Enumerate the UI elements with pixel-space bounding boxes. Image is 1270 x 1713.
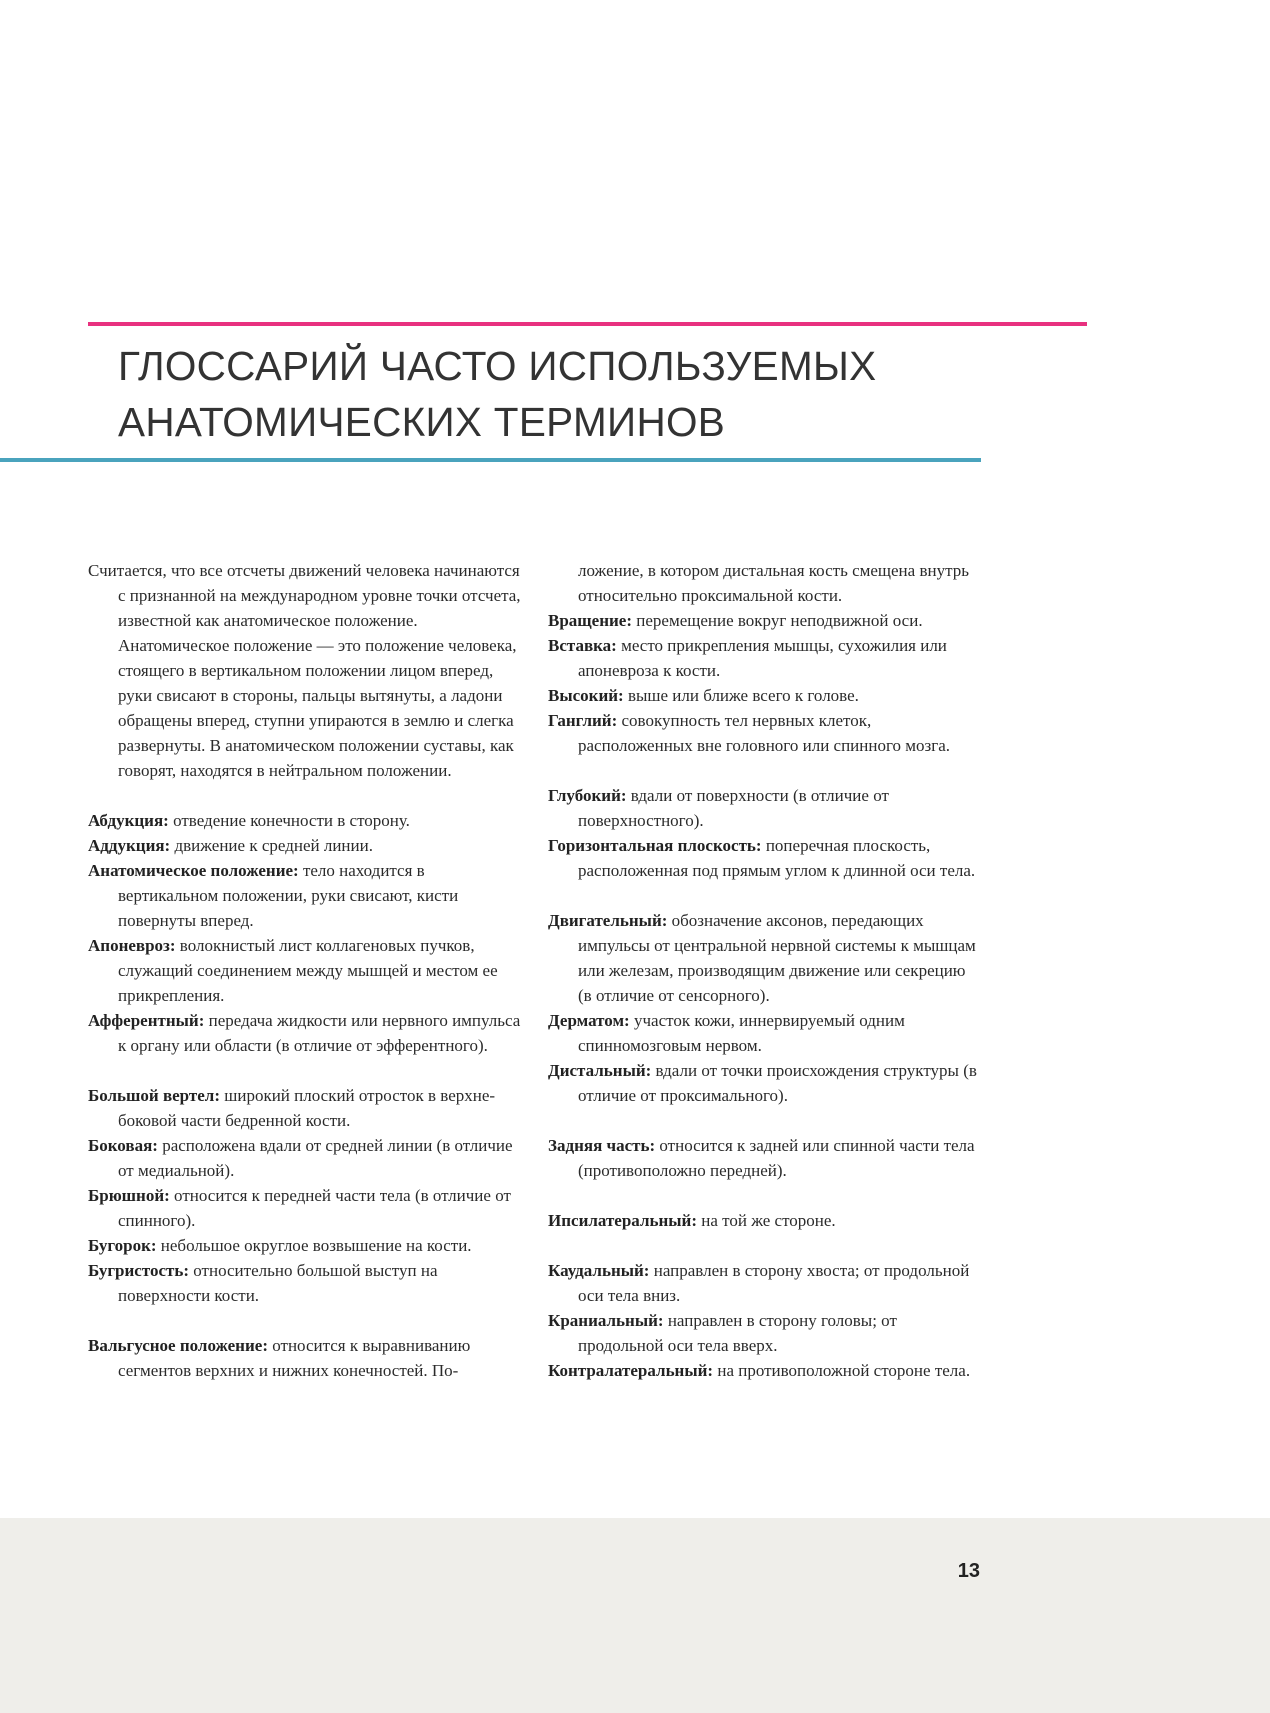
glossary-definition: на противоположной стороне тела. (717, 1361, 971, 1380)
glossary-term: Бугристость: (88, 1261, 190, 1280)
glossary-group (548, 1133, 981, 1183)
glossary-term: Двигательный: (548, 911, 668, 930)
glossary-definition: относится к задней или спинной части тела (противоположно передней). (578, 1136, 975, 1180)
glossary-definition: расположена вдали от средней линии (в отличие от медиальной). (118, 1136, 513, 1180)
glossary-definition: отведение конечности в сторону. (173, 811, 410, 830)
glossary-term: Задняя часть: (548, 1136, 656, 1155)
glossary-term: Анатомическое положение: (88, 861, 299, 880)
glossary-definition: место прикрепления мышцы, сухожилия или апоневроза к кости. (578, 636, 947, 680)
glossary-term: Бугорок: (88, 1236, 157, 1255)
glossary-definition: перемещение вокруг неподвижной оси. (636, 611, 923, 630)
glossary-entry (548, 833, 981, 883)
glossary-group (548, 908, 981, 1108)
glossary-definition: передача жидкости или нервного импульса к органу или области (в отличие от эфферентного). (118, 1011, 521, 1055)
glossary-definition: относится к передней части тела (в отличие от спинного). (118, 1186, 511, 1230)
glossary-definition: вдали от поверхности (в отличие от поверхностного). (578, 786, 889, 830)
title-top-rule (88, 322, 1087, 326)
right-column (548, 558, 981, 1383)
glossary-entry (548, 908, 981, 1008)
glossary-entry (548, 708, 981, 758)
glossary-entry (88, 858, 521, 933)
glossary-definition: совокупность тел нервных клеток, расположенных вне головного или спинного мозга. (578, 711, 951, 755)
glossary-term: Афферентный: (88, 1011, 205, 1030)
glossary-entry (88, 933, 521, 1008)
glossary-group (548, 1208, 981, 1233)
glossary-term: Глубокий: (548, 786, 627, 805)
glossary-term: Дерматом: (548, 1011, 630, 1030)
intro-paragraph: Считается, что все отсчеты движений человека начинаются с признанной на международном уровне точки отсчета, известной как анатомическое положение. Анатомическое положение — это положение человека, стоящего в вертикальном положении лицом вперед, руки свисают в стороны, пальцы вытянуты, а ладони обращены вперед, ступни упираются в землю и слегка развернуты. В анатомическом положении суставы, как говорят, находятся в нейтральном положении. (88, 561, 521, 780)
glossary-term: Каудальный: (548, 1261, 650, 1280)
glossary-group (548, 608, 981, 758)
glossary-entry (88, 833, 521, 858)
page-number: 13 (957, 1560, 980, 1582)
glossary-entry (88, 808, 521, 833)
glossary-group (88, 1333, 521, 1383)
glossary-entry (88, 1233, 521, 1258)
glossary-entry (548, 1308, 981, 1358)
glossary-term: Ипсилатеральный: (548, 1211, 698, 1230)
glossary-group (88, 1083, 521, 1308)
glossary-term: Ганглий: (548, 711, 618, 730)
glossary-term: Контралатеральный: (548, 1361, 714, 1380)
glossary-definition: небольшое округлое возвышение на кости. (160, 1236, 472, 1255)
glossary-term: Боковая: (88, 1136, 158, 1155)
glossary-entry (88, 1258, 521, 1308)
glossary-term: Абдукция: (88, 811, 169, 830)
glossary-term: Вставка: (548, 636, 617, 655)
title-line-2: АНАТОМИЧЕСКИХ ТЕРМИНОВ (118, 399, 726, 445)
glossary-term: Брюшной: (88, 1186, 170, 1205)
title-line-1: ГЛОССАРИЙ ЧАСТО ИСПОЛЬЗУЕМЫХ (118, 343, 877, 389)
glossary-definition: направлен в сторону головы; от продольной оси тела вверх. (578, 1311, 897, 1355)
glossary-term: Высокий: (548, 686, 624, 705)
glossary-definition: волокнистый лист коллагеновых пучков, служащий соединением между мышцей и местом ее прикрепления. (118, 936, 498, 1005)
title-bottom-rule (0, 458, 981, 462)
glossary-definition: относительно большой выступ на поверхности кости. (118, 1261, 438, 1305)
glossary-entry (548, 1133, 981, 1183)
page-footer (0, 1518, 1270, 1713)
glossary-entry (548, 608, 981, 633)
glossary-entry (88, 1133, 521, 1183)
glossary-term: Краниальный: (548, 1311, 664, 1330)
glossary-definition: выше или ближе всего к голове. (627, 686, 859, 705)
left-column (88, 558, 521, 1383)
glossary-definition: на той же стороне. (701, 1211, 836, 1230)
glossary-definition: поперечная плоскость, расположенная под прямым углом к длинной оси тела. (578, 836, 976, 880)
glossary-entry (548, 683, 981, 708)
glossary-definition: тело находится в вертикальном положении, руки свисают, кисти повернуты вперед. (118, 861, 459, 930)
glossary-term: Вальгусное положение: (88, 1336, 268, 1355)
glossary-group (548, 783, 981, 883)
glossary-definition: направлен в сторону хвоста; от продольной оси тела вниз. (578, 1261, 970, 1305)
continued-definition: ложение, в котором дистальная кость смещена внутрь относительно проксимальной кости. (578, 561, 969, 605)
glossary-definition: участок кожи, иннервируемый одним спинномозговым нервом. (578, 1011, 905, 1055)
glossary-definition: относится к выравниванию сегментов верхних и нижних конечностей. По- (118, 1336, 471, 1380)
glossary-entry (548, 783, 981, 833)
page-title (118, 338, 1018, 450)
glossary-entry (548, 1358, 981, 1383)
glossary-definition: движение к средней линии. (174, 836, 373, 855)
glossary-term: Вращение: (548, 611, 632, 630)
glossary-group (548, 1258, 981, 1383)
glossary-entry (548, 1058, 981, 1108)
glossary-definition: вдали от точки происхождения структуры (в отличие от проксимального). (578, 1061, 977, 1105)
glossary-entry (88, 1333, 521, 1383)
glossary-definition: широкий плоский отросток в верхне-боковой части бедренной кости. (118, 1086, 496, 1130)
glossary-entry (548, 1008, 981, 1058)
glossary-term: Дистальный: (548, 1061, 652, 1080)
glossary-entry (548, 1208, 981, 1233)
glossary-term: Апоневроз: (88, 936, 176, 955)
glossary-entry (88, 1083, 521, 1133)
glossary-term: Аддукция: (88, 836, 171, 855)
glossary-group (88, 808, 521, 1058)
glossary-entry (88, 1183, 521, 1233)
glossary-term: Большой вертел: (88, 1086, 220, 1105)
glossary-definition: обозначение аксонов, передающих импульсы от центральной нервной системы к мышцам или железам, производящим движение или секрецию (в отличие от сенсорного). (578, 911, 976, 1005)
glossary-entry (88, 1008, 521, 1058)
glossary-term: Горизонтальная плоскость: (548, 836, 762, 855)
glossary-entry (548, 1258, 981, 1308)
glossary-entry (548, 633, 981, 683)
